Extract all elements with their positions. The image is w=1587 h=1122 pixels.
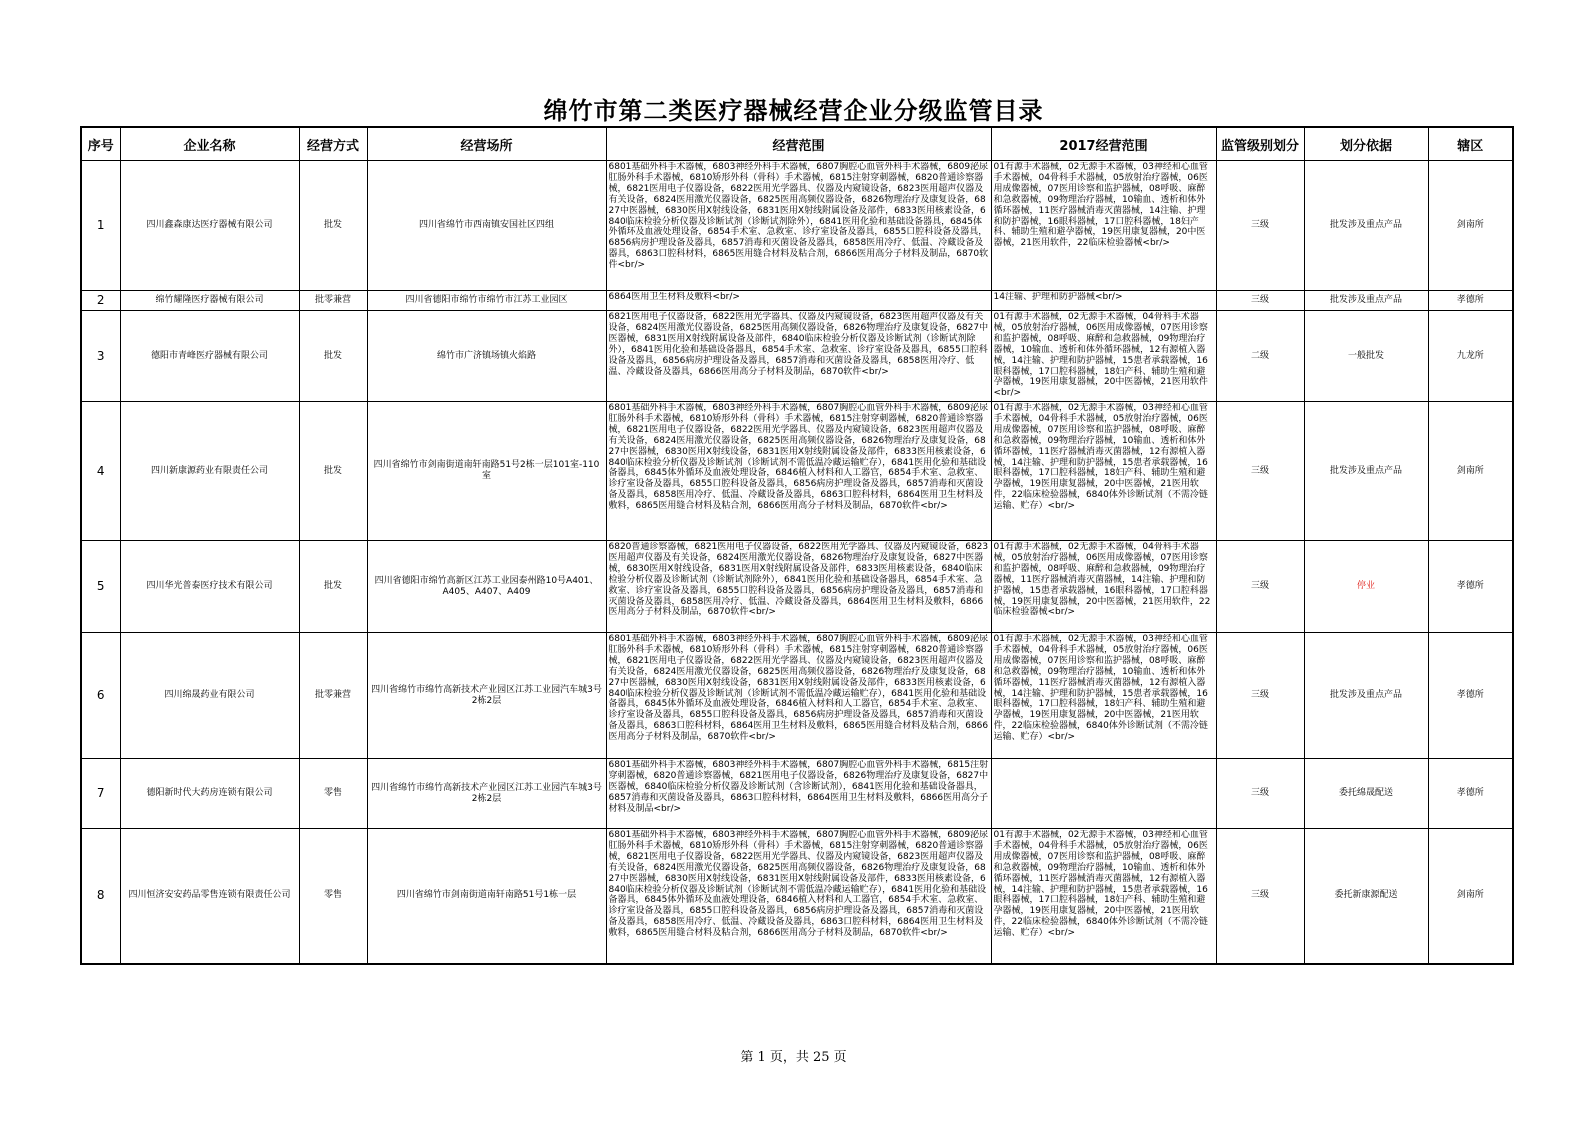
business-scope-text: 6820普通诊察器械，6821医用电子仪器设备，6822医用光学器具、仪器及内窥镜设备，6823医用超声仪器及有关设备，6824医用激光仪器设备，6826物理治疗及康复设备，6827中医器械，6830医用X射线设备，6831医用X射线附属设备及部件，6833医用核素设备，6840临床检验分析仪器及诊断试剂（诊断试剂除外），6841医用化验和基础设备器具，6854手术室、急救室、诊疗室设备及器具，6855口腔科设备及器具，6856病房护理设备及器具，6857消毒和灭菌设备及器具，6858医用冷疗、低温、冷藏设备及器具，6864医用卫生材料及敷料，6866医用高分子材料及制品，6870软件<br/> [608, 542, 989, 618]
district: 剑南所 [1428, 161, 1513, 291]
business-mode: 批发 [299, 311, 367, 402]
classification-basis: 委托新康源配送 [1304, 829, 1428, 964]
business-scope-text: 6864医用卫生材料及敷料<br/> [608, 292, 740, 302]
row-seq: 7 [81, 759, 120, 829]
business-scope-text: 6821医用电子仪器设备，6822医用光学器具、仪器及内窥镜设备，6823医用超声仪器及有关设备，6824医用激光仪器设备，6825医用高频仪器设备，6826物理治疗及康复设备，6827中医器械，6831医用X射线附属设备及部件，6840临床检验分析仪器及诊断试剂（诊断试剂除外），6841医用化验和基础设备器具，6854手术室、急救室、诊疗室设备及器具，6855口腔科设备及器具，6856病房护理设备及器具，6857消毒和灭菌设备及器具，6858医用冷疗、低温、冷藏设备及器具，6866医用高分子材料及制品，6870软件<br/> [608, 312, 989, 377]
business-scope-2017-text: 01有源手术器械，02无源手术器械，03神经和心血管手术器械，04骨科手术器械，05放射治疗器械，06医用成像器械，07医用诊察和监护器械，08呼吸、麻醉和急救器械，09物理治疗器械，10输血、透析和体外循环器械，11医疗器械消毒灭菌器械，14注输、护理和防护器械，16眼科器械，17口腔科器械，18妇产科、辅助生殖和避孕器械，19医用康复器械，20中医器械，21医用软件，22临床检验器械<br/> [993, 162, 1208, 249]
row-seq: 6 [81, 633, 120, 759]
supervision-level: 三级 [1216, 161, 1304, 291]
company-name: 德阳市青峰医疗器械有限公司 [120, 311, 299, 402]
business-place: 绵竹市广济镇场镇火焰路 [367, 311, 606, 402]
business-scope-2017 [991, 161, 1216, 291]
table-row [81, 829, 1513, 964]
table-row [81, 161, 1513, 291]
row-seq: 5 [81, 541, 120, 633]
district: 剑南所 [1428, 402, 1513, 541]
classification-basis: 委托绵晟配送 [1304, 759, 1428, 829]
row-seq: 8 [81, 829, 120, 964]
business-scope-2017 [991, 759, 1216, 829]
business-scope-2017 [991, 311, 1216, 402]
header-scope: 经营范围 [606, 127, 991, 161]
supervision-level: 三级 [1216, 633, 1304, 759]
district: 孝德所 [1428, 291, 1513, 311]
supervision-level: 三级 [1216, 402, 1304, 541]
business-scope [606, 541, 991, 633]
business-scope-2017-text: 01有源手术器械，02无源手术器械，03神经和心血管手术器械，04骨科手术器械，05放射治疗器械，06医用成像器械，07医用诊察和监护器械，08呼吸、麻醉和急救器械，09物理治疗器械，10输血、透析和体外循环器械，11医疗器械消毒灭菌器械，12有源植入器械，14注输、护理和防护器械，15患者承载器械，16眼科器械，17口腔科器械，18妇产科、辅助生殖和避孕器械，19医用康复器械，20中医器械，21医用软件，22临床检验器械，6840体外诊断试剂（不需冷链运输、贮存）<br/> [993, 403, 1208, 512]
business-scope-2017 [991, 829, 1216, 964]
business-place: 四川省绵竹市绵竹高新技术产业园区江苏工业园汽车城3号2栋2层 [367, 633, 606, 759]
row-seq: 1 [81, 161, 120, 291]
row-seq: 4 [81, 402, 120, 541]
district: 剑南所 [1428, 829, 1513, 964]
business-place: 四川省绵竹市剑南街道南轩南路51号2栋一层101室-110室 [367, 402, 606, 541]
classification-basis: 批发涉及重点产品 [1304, 633, 1428, 759]
company-name: 四川新康源药业有限责任公司 [120, 402, 299, 541]
company-name: 绵竹耀隆医疗器械有限公司 [120, 291, 299, 311]
business-mode: 批发 [299, 402, 367, 541]
classification-basis: 批发涉及重点产品 [1304, 291, 1428, 311]
supervision-table [80, 126, 1514, 965]
header-place: 经营场所 [367, 127, 606, 161]
business-place: 四川省德阳市绵竹市绵竹市江苏工业园区 [367, 291, 606, 311]
district: 九龙所 [1428, 311, 1513, 402]
row-seq: 3 [81, 311, 120, 402]
business-scope [606, 161, 991, 291]
business-scope-2017-text: 01有源手术器械，02无源手术器械，03神经和心血管手术器械，04骨科手术器械，05放射治疗器械，06医用成像器械，07医用诊察和监护器械，08呼吸、麻醉和急救器械，09物理治疗器械，10输血、透析和体外循环器械，11医疗器械消毒灭菌器械，12有源植入器械，14注输、护理和防护器械，15患者承载器械，16眼科器械，17口腔科器械，18妇产科、辅助生殖和避孕器械，19医用康复器械，20中医器械，21医用软件，22临床检验器械，6840体外诊断试剂（不需冷链运输、贮存）<br/> [993, 634, 1208, 743]
business-scope-text: 6801基础外科手术器械，6803神经外科手术器械，6807胸腔心血管外科手术器械，6809泌尿肛肠外科手术器械，6810矫形外科（骨科）手术器械，6815注射穿刺器械，6820普通诊察器械，6821医用电子仪器设备，6822医用光学器具、仪器及内窥镜设备，6823医用超声仪器及有关设备，6824医用激光仪器设备，6825医用高频仪器设备，6826物理治疗及康复设备，6827中医器械，6830医用X射线设备，6831医用X射线附属设备及部件，6833医用核素设备，6840临床检验分析仪器及诊断试剂（诊断试剂除外），6841医用化验和基础设备器具，6845体外循环及血液处理设备，6854手术室、急救室、诊疗室设备及器具，6855口腔科设备及器具，6856病房护理设备及器具，6857消毒和灭菌设备及器具，6858医用冷疗、低温、冷藏设备及器具，6863口腔科材料，6865医用缝合材料及粘合剂，6866医用高分子材料及制品，6870软件<br/> [608, 162, 989, 271]
business-mode: 批零兼营 [299, 633, 367, 759]
table-row [81, 633, 1513, 759]
business-mode: 批发 [299, 541, 367, 633]
business-scope-2017-text: 14注输、护理和防护器械<br/> [993, 292, 1123, 302]
company-name: 四川绵晟药业有限公司 [120, 633, 299, 759]
business-mode: 批发 [299, 161, 367, 291]
business-scope-2017-text: 01有源手术器械，02无源手术器械，04骨科手术器械，05放射治疗器械，06医用成像器械，07医用诊察和监护器械，08呼吸、麻醉和急救器械，09物理治疗器械，10输血、透析和体外循环器械，12有源植入器械，14注输、护理和防护器械，15患者承载器械，16眼科器械，17口腔科器械，18妇产科、辅助生殖和避孕器械，19医用康复器械，20中医器械，21医用软件<br/> [993, 312, 1208, 399]
supervision-level: 三级 [1216, 759, 1304, 829]
business-scope-2017-text: 01有源手术器械，02无源手术器械，04骨科手术器械，05放射治疗器械，06医用成像器械，07医用诊察和监护器械，08呼吸、麻醉和急救器械，09物理治疗器械，11医疗器械消毒灭菌器械，14注输、护理和防护器械，15患者承载器械，16眼科器械，17口腔科器械，19医用康复器械，20中医器械，21医用软件，22临床检验器械<br/> [993, 542, 1211, 618]
header-basis: 划分依据 [1304, 127, 1428, 161]
business-place: 四川省绵竹市绵竹高新技术产业园区江苏工业园汽车城3号2栋2层 [367, 759, 606, 829]
supervision-level: 三级 [1216, 541, 1304, 633]
business-place: 四川省德阳市绵竹高新区江苏工业园泰州路10号A401、A405、A407、A409 [367, 541, 606, 633]
row-seq: 2 [81, 291, 120, 311]
classification-basis: 一般批发 [1304, 311, 1428, 402]
classification-basis: 停业 [1304, 541, 1428, 633]
supervision-level: 二级 [1216, 311, 1304, 402]
business-mode: 零售 [299, 759, 367, 829]
company-name: 四川华光普泰医疗技术有限公司 [120, 541, 299, 633]
business-scope [606, 402, 991, 541]
business-scope-text: 6801基础外科手术器械，6803神经外科手术器械，6807胸腔心血管外科手术器械，6815注射穿刺器械，6820普通诊察器械，6821医用电子仪器设备，6826物理治疗及康复设备，6827中医器械，6840临床检验分析仪器及诊断试剂（含诊断试剂），6841医用化验和基础设备器具，6857消毒和灭菌设备及器具，6863口腔科材料，6864医用卫生材料及敷料，6866医用高分子材料及制品<br/> [608, 760, 989, 814]
company-name: 四川恒济安安药品零售连锁有限责任公司 [120, 829, 299, 964]
district: 孝德所 [1428, 633, 1513, 759]
page-title: 绵竹市第二类医疗器械经营企业分级监管目录 [543, 97, 1044, 125]
business-scope [606, 311, 991, 402]
business-scope-text: 6801基础外科手术器械，6803神经外科手术器械，6807胸腔心血管外科手术器械，6809泌尿肛肠外科手术器械，6810矫形外科（骨科）手术器械，6815注射穿刺器械，6820普通诊察器械，6821医用电子仪器设备，6822医用光学器具、仪器及内窥镜设备，6823医用超声仪器及有关设备，6824医用激光仪器设备，6825医用高频仪器设备，6826物理治疗及康复设备，6827中医器械，6830医用X射线设备，6831医用X射线附属设备及部件，6833医用核素设备，6840临床检验分析仪器及诊断试剂（诊断试剂不需低温冷藏运输贮存），6841医用化验和基础设备器具，6845体外循环及血液处理设备，6846植入材料和人工器官，6854手术室、急救室、诊疗室设备及器具，6855口腔科设备及器具，6856病房护理设备及器具，6857消毒和灭菌设备及器具，6863口腔科材料，6864医用卫生材料及敷料，6865医用缝合材料及粘合剂，6866医用高分子材料及制品，6870软件<br/> [608, 634, 989, 743]
header-seq: 序号 [81, 127, 120, 161]
header-scope-2017: 2017经营范围 [991, 127, 1216, 161]
business-scope-text: 6801基础外科手术器械，6803神经外科手术器械，6807胸腔心血管外科手术器械，6809泌尿肛肠外科手术器械，6810矫形外科（骨科）手术器械，6815注射穿刺器械，6820普通诊察器械，6821医用电子仪器设备，6822医用光学器具、仪器及内窥镜设备，6823医用超声仪器及有关设备，6824医用激光仪器设备，6825医用高频仪器设备，6826物理治疗及康复设备，6827中医器械，6830医用X射线设备，6831医用X射线附属设备及部件，6833医用核素设备，6840临床检验分析仪器及诊断试剂（诊断试剂不需低温冷藏运输贮存），6841医用化验和基础设备器具，6845体外循环及血液处理设备，6846植入材料和人工器官，6854手术室、急救室、诊疗室设备及器具，6855口腔科设备及器具，6856病房护理设备及器具，6857消毒和灭菌设备及器具，6858医用冷疗、低温、冷藏设备及器具，6863口腔科材料，6864医用卫生材料及敷料，6865医用缝合材料及粘合剂，6866医用高分子材料及制品，6870软件<br/> [608, 830, 989, 939]
page-footer: 第 1 页，共 25 页 [740, 1050, 847, 1065]
header-name: 企业名称 [120, 127, 299, 161]
classification-basis: 批发涉及重点产品 [1304, 402, 1428, 541]
table-row [81, 759, 1513, 829]
district: 孝德所 [1428, 759, 1513, 829]
company-name: 四川鑫森康达医疗器械有限公司 [120, 161, 299, 291]
business-scope-2017 [991, 402, 1216, 541]
business-mode: 批零兼营 [299, 291, 367, 311]
table-row [81, 402, 1513, 541]
business-mode: 零售 [299, 829, 367, 964]
district: 孝德所 [1428, 541, 1513, 633]
header-mode: 经营方式 [299, 127, 367, 161]
business-scope-2017 [991, 291, 1216, 311]
table-row [81, 291, 1513, 311]
header-level: 监管级别划分 [1216, 127, 1304, 161]
business-scope-text: 6801基础外科手术器械，6803神经外科手术器械，6807胸腔心血管外科手术器械，6809泌尿肛肠外科手术器械，6810矫形外科（骨科）手术器械，6815注射穿刺器械，6820普通诊察器械，6821医用电子仪器设备，6822医用光学器具、仪器及内窥镜设备，6823医用超声仪器及有关设备，6824医用激光仪器设备，6825医用高频仪器设备，6826物理治疗及康复设备，6827中医器械，6830医用X射线设备，6831医用X射线附属设备及部件，6833医用核素设备，6840临床检验分析仪器及诊断试剂（诊断试剂不需低温冷藏运输贮存），6841医用化验和基础设备器具，6845体外循环及血液处理设备，6846植入材料和人工器官，6854手术室、急救室、诊疗室设备及器具，6855口腔科设备及器具，6856病房护理设备及器具，6857消毒和灭菌设备及器具，6858医用冷疗、低温、冷藏设备及器具，6863口腔科材料，6864医用卫生材料及敷料，6865医用缝合材料及粘合剂，6866医用高分子材料及制品，6870软件<br/> [608, 403, 989, 512]
table-row [81, 311, 1513, 402]
business-scope-2017 [991, 633, 1216, 759]
header-district: 辖区 [1428, 127, 1513, 161]
business-scope-2017-text: 01有源手术器械，02无源手术器械，03神经和心血管手术器械，04骨科手术器械，05放射治疗器械，06医用成像器械，07医用诊察和监护器械，08呼吸、麻醉和急救器械，09物理治疗器械，10输血、透析和体外循环器械，11医疗器械消毒灭菌器械，12有源植入器械，14注输、护理和防护器械，15患者承载器械，16眼科器械，17口腔科器械，18妇产科、辅助生殖和避孕器械，19医用康复器械，20中医器械，21医用软件，22临床检验器械，6840体外诊断试剂（不需冷链运输、贮存）<br/> [993, 830, 1208, 939]
supervision-level: 三级 [1216, 291, 1304, 311]
business-place: 四川省绵竹市西南镇安国社区四组 [367, 161, 606, 291]
business-scope [606, 291, 991, 311]
supervision-level: 三级 [1216, 829, 1304, 964]
company-name: 德阳新时代大药房连锁有限公司 [120, 759, 299, 829]
business-place: 四川省绵竹市剑南街道南轩南路51号1栋一层 [367, 829, 606, 964]
classification-basis: 批发涉及重点产品 [1304, 161, 1428, 291]
business-scope [606, 633, 991, 759]
business-scope [606, 759, 991, 829]
header-row [81, 127, 1513, 161]
table-row [81, 541, 1513, 633]
business-scope-2017 [991, 541, 1216, 633]
business-scope [606, 829, 991, 964]
